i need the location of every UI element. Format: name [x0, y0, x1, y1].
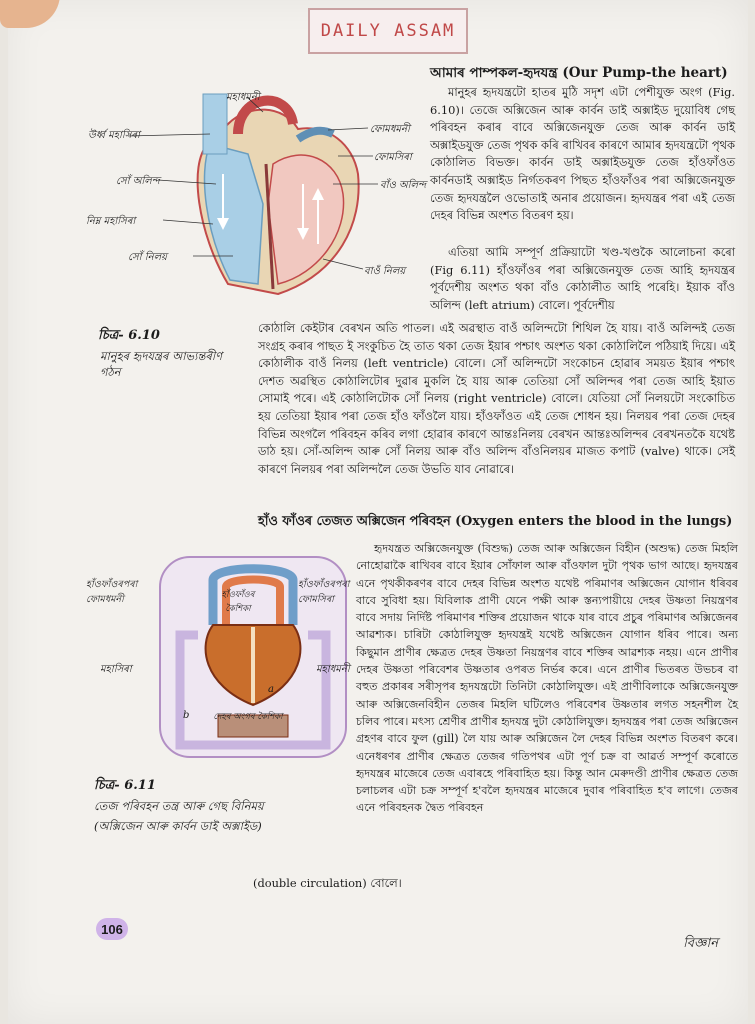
label-aorta-2: মহাধমনী	[316, 664, 350, 675]
subject-footer: বিজ্ঞান	[683, 936, 718, 951]
label-left-atrium: বাঁও অলিন্দ	[380, 180, 427, 191]
label-right-atrium: সোঁ অলিন্দ	[116, 176, 160, 187]
section-heading-heart: আমাৰ পাম্পকল-হৃদযন্ত্ৰ (Our Pump-the heart)	[430, 65, 728, 81]
superior-vena-cava	[203, 94, 227, 154]
figure-6-10-caption: মানুহৰ হৃদযন্ত্ৰৰ আভ্যন্তৰীণ গঠন	[100, 349, 223, 379]
label-body-capillaries: দেহৰ অংগৰ কৈশিকা	[213, 712, 283, 722]
label-inferior-vena-cava: নিম্ন মহাসিৰা	[86, 216, 136, 227]
thumb-shadow	[0, 0, 60, 28]
label-superior-vena-cava: উৰ্ধ্ব মহাসিৰা	[88, 130, 140, 141]
paragraph-double-circulation: (double circulation) বোলে।	[253, 876, 402, 890]
label-lung-capillaries: হাঁওফাঁওৰ কৈশিকা	[221, 590, 255, 614]
figure-6-11-number: চিত্ৰ- 6.11	[94, 778, 156, 793]
paragraph-heart-intro: মানুহৰ হৃদযন্ত্ৰটো হাতৰ মুঠি সদৃশ এটা পেশীযুক্ত অংগ (Fig. 6.10)। তেজে অক্সিজেন আৰু কাৰ্বন ডাই অক্সাইড দুয়োবিধ গেছ পৰিবহন কৰাৰ বাবে অক্সিজেনযুক্ত তেজ আৰু কাৰ্বন ডাই অক্সাইডযুক্ত তেজ পৃথক কৰি ৰাখিবৰ কাৰণে আমাৰ হৃদযন্ত্ৰটো পৃথক কোঠালিত বিভক্ত। কাৰ্বন ডাই অক্সাইডযুক্ত তেজ হাঁওফাঁওত কাৰ্বনডাই অক্সাইড নিৰ্গতকৰণ পিছত হাঁওফাঁওৰ পৰা অক্সিজেনযুক্ত তেজ হৃদযন্ত্ৰলৈ ওভোতাই অনাৰ প্ৰয়োজন। হৃদযন্ত্ৰৰ পৰা এই তেজ দেহৰ বিভিন্ন অংশত বিতৰণ হয়।	[430, 85, 735, 223]
watermark-stamp: DAILY ASSAM	[308, 8, 468, 54]
figure-6-10-number: চিত্ৰ- 6.10	[98, 328, 160, 343]
label-pulmonary-vein-2: হাঁওফাঁওৰপৰা ফোমসিৰা	[298, 579, 350, 605]
label-vena-cava: মহাসিৰা	[100, 664, 132, 675]
left-chambers	[268, 155, 344, 284]
label-aorta: মহাধমনী	[226, 92, 260, 103]
textbook-page	[8, 0, 748, 1024]
pointer-line	[328, 128, 368, 130]
label-pulmonary-artery: ফোমধমনী	[370, 124, 410, 135]
label-marker-b: b	[183, 710, 190, 721]
label-pulmonary-artery-2: হাঁওফাঁওৰপৰা ফোমধমনী	[86, 579, 138, 605]
paragraph-process: এতিয়া আমি সম্পূৰ্ণ প্ৰক্ৰিয়াটো খণ্ড-খণ্ডকৈ আলোচনা কৰো (Fig 6.11) হাঁওফাঁওৰ পৰা অক্সিজেনযুক্ত তেজ আহি হৃদযন্ত্ৰৰ পূৰ্বদেশীয় অংশত থকা বাঁও কোঠালীত আহি পৰেহি। ইয়াক বাঁও অলিন্দ (left atrium) বোলে। পূৰ্বদেশীয়	[430, 245, 735, 312]
pointer-line	[128, 134, 210, 136]
label-right-ventricle: সোঁ নিলয়	[128, 252, 167, 263]
label-pulmonary-vein: ফোমসিৰা	[374, 152, 412, 163]
figure-6-11-caption-line1: তেজ পৰিবহন তন্ত্ৰ আৰু গেছ বিনিময়	[94, 799, 264, 813]
figure-6-11-caption-line2: (অক্সিজেন আৰু কাৰ্বন ডাই অক্সাইড)	[94, 819, 262, 833]
paragraph-oxygen: হৃদযন্ত্ৰত অক্সিজেনযুক্ত (বিশুদ্ধ) তেজ আৰু অক্সিজেন বিহীন (অশুদ্ধ) তেজ মিহলি নোহোৱাকৈ ৰাখিবৰ বাবে ইয়াৰ সোঁফাল আৰু বাঁওফাল দুটা পৃথক ভাগ আছে। হৃদযন্ত্ৰৰ এনে পৃথকীকৰণৰ বাবে দেহৰ বিভিন্ন অংশত যথেষ্ট পৰিমাণৰ অক্সিজেন যোগান ধৰিবৰ বাবে সুবিধা হয়। যিবিলাক প্ৰাণী যেনে পক্ষী আৰু স্তন্যপায়ীয়ে দেহৰ উষ্ণতা নিয়ন্ত্ৰণৰ বাবে সদায় নিৰ্দিষ্ট পৰিমাণৰ শক্তিৰ প্ৰয়োজন থাকে যাৰ বাবে প্ৰচুৰ পৰিমাণৰ অক্সিজেনৰ আৱশ্যক। চাৰিটা কোঠালিযুক্ত হৃদযন্ত্ৰই যথেষ্ট অক্সিজেন যোগান ধৰিব পাৰে। অন্য কিছুমান প্ৰাণীৰ ক্ষেত্ৰত দেহৰ উষ্ণতা নিয়ন্ত্ৰণৰ বাবে শক্তিৰ আৱশ্যক নহয়। এনে প্ৰাণীৰ দেহৰ উষ্ণতা পৰিবেশৰ উষ্ণতাৰ ওপৰত নিৰ্ভৰ কৰে। এনে প্ৰাণীৰ ভিতৰত উভচৰ বা বহুত প্ৰকাৰৰ সৰীসৃপৰ হৃদযন্ত্ৰটো তিনিটা কোঠালিযুক্ত। এই প্ৰাণীবিলাকে অক্সিজেনযুক্ত আৰু অক্সিজেনবিহীন তেজৰ মিহলি ঘটিলেও পৰিবেশৰ উষ্ণতাৰ লগত সহনশীল হৈ চলিব পাৰে। মৎস্য শ্ৰেণীৰ প্ৰাণীৰ হৃদযন্ত্ৰ দুটা কোঠালিযুক্ত। হৃদযন্ত্ৰৰ পৰা তেজ অক্সিজেন গ্ৰহণৰ বাবে ফুল (gill) লৈ যায় আৰু অক্সিজেন লৈ দেহৰ বিভিন্ন অংশত বিতৰণ কৰে। এনেধৰণৰ প্ৰাণীৰ ক্ষেত্ৰত তেজৰ গতিপথৰ এটা পূৰ্ণ চক্ৰ বা আৱৰ্ত সম্পূৰ্ণ কৰোতে হৃদযন্ত্ৰৰ মাজেৰে তেজ এবাৰহে পৰিবাহিত হয়। কিন্তু আন মেৰুদণ্ডী প্ৰাণীৰ ক্ষেত্ৰত তেজ চলাচলৰ এটা চক্ৰ সম্পূৰ্ণ হ'বলৈ হৃদযন্ত্ৰৰ মাজেৰে দুবাৰ পৰিবাহিত হ'ব লাগে। তেজৰ এনে পৰিবহনক দ্বৈত পৰিবহন	[356, 542, 738, 815]
paragraph-chambers: কোঠালি কেইটাৰ বেৰখন অতি পাতল। এই অৱস্থাত বাওঁ অলিন্দটো শিথিল হৈ যায়। বাওঁ অলিন্দই তেজ সংগ্ৰহ কৰাৰ পাছত ই সংকুচিত হৈ তাত থকা তেজ ইয়াৰ পশ্চাৎ অংশত থকা কোঠালিলৈ পঠিয়াই দিয়ে। এই কোঠালীক বাওঁ নিলয় (left ventricle) বোলে। সোঁ অলিন্দটো সংকোচন হোৱাৰ সময়ত ইয়াৰ পশ্চাৎ দেশত অৱস্থিত কোঠালিটোৰ দুৱাৰ মুকলি হৈ যায় আৰু তেতিয়া সোঁ অলিন্দৰ পৰা তেজ আহি ইয়াত সোমাই পৰে। এই কোঠালিটোক সোঁ নিলয় (right ventricle) বোলে। যেতিয়া সোঁ নিলয়টো সংকোচিত হয় তেতিয়া ইয়াৰ পৰা তেজ হাঁও ফাঁওলৈ যায়। হাঁওফাঁওত এই তেজ শোধন হয়। নিলয়ৰ পৰা তেজ দেহৰ বিভিন্ন অংগলৈ পৰিবহন কৰিব লগা হোৱাৰ কাৰণে আন্তঃনিলয় বেৰখন আন্তঃঅলিন্দৰ বেৰখনতকৈ যথেষ্ট ডাঠ হয়। সোঁ-অলিন্দ আৰু সোঁ নিলয় আৰু বাঁও অলিন্দ বাঁওনিলয়ৰ মাজত কপাট (valve) থাকে। সেই কাৰণে নিলয়ৰ পৰা অলিন্দলৈ তেজ উভতি যাব নোৱাৰে।	[258, 321, 735, 476]
label-marker-a: a	[268, 684, 274, 695]
page-number: 106	[96, 918, 128, 940]
label-left-ventricle: বাওঁ নিলয়	[364, 266, 406, 277]
section-heading-oxygen: হাঁও ফাঁওৰ তেজত অক্সিজেন পৰিবহন (Oxygen enters the blood in the lungs)	[258, 514, 733, 529]
